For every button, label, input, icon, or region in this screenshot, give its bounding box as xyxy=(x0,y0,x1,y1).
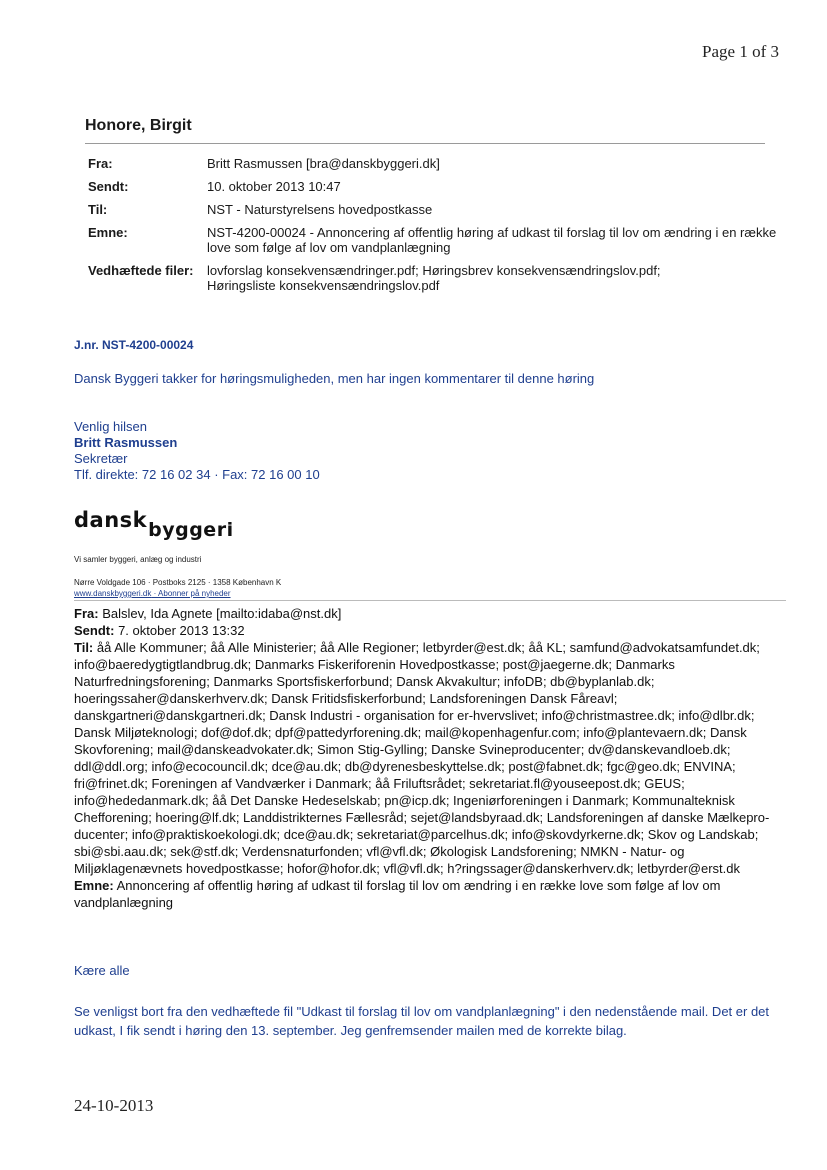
forwarded-to-label: Til: xyxy=(74,640,94,655)
logo-part-dansk: dansk xyxy=(74,508,148,532)
from-value: Britt Rasmussen [bra@danskbyggeri.dk] xyxy=(207,156,440,171)
logo-part-byggeri: byggeri xyxy=(148,519,234,541)
signature-name: Britt Rasmussen xyxy=(74,435,178,450)
sent-value: 10. oktober 2013 10:47 xyxy=(207,179,341,194)
forwarded-sent-value: 7. oktober 2013 13:32 xyxy=(118,623,245,638)
logo-tagline: Vi samler byggeri, anlæg og industri xyxy=(74,555,202,564)
forward-divider xyxy=(74,600,786,601)
forwarded-sent-label: Sendt: xyxy=(74,623,115,638)
salutation: Kære alle xyxy=(74,963,130,978)
page-number: Page 1 of 3 xyxy=(702,42,779,61)
attachments-label: Vedhæftede filer: xyxy=(88,263,194,278)
forwarded-to xyxy=(74,639,786,877)
forwarded-from-value: Balslev, Ida Agnete [mailto:idaba@nst.dk] xyxy=(102,606,342,621)
website-link[interactable]: www.danskbyggeri.dk xyxy=(74,589,152,598)
forwarded-from-label: Fra: xyxy=(74,606,99,621)
subject-value: NST-4200-00024 - Annoncering af offentlig høring af udkast til forslag til lov om ændring i en række love som følge af lov om vandplanlægning xyxy=(207,225,777,255)
footer-date: 24-10-2013 xyxy=(74,1096,154,1115)
forwarded-header xyxy=(74,605,786,911)
sent-label: Sendt: xyxy=(88,179,129,194)
signature-greeting: Venlig hilsen xyxy=(74,419,147,434)
recipient-name: Honore, Birgit xyxy=(85,117,192,134)
forwarded-subject-label: Emne: xyxy=(74,878,114,893)
to-label: Til: xyxy=(88,202,108,217)
forwarded-from xyxy=(74,605,786,622)
from-label: Fra: xyxy=(88,156,113,171)
message-body: Dansk Byggeri takker for høringsmuligheden, men har ingen kommentarer til denne høring xyxy=(74,371,595,386)
attachments-value[interactable]: lovforslag konsekvensændringer.pdf; Høringsbrev konsekvensændringslov.pdf; Høringsliste konsekvensændringslov.pdf xyxy=(207,263,661,293)
forwarded-subject xyxy=(74,877,786,911)
newsletter-link[interactable]: Abonner på nyheder xyxy=(158,589,231,598)
forwarded-to-value: åå Alle Kommuner; åå Alle Ministerier; åå Alle Regioner; letbyrder@est.dk; åå KL; samfund@advokatsamfundet.dk; info@baeredygtigtlandbrug.dk; Danmarks Fiskeriforenin Hovedpostkasse; post@jaegerne.dk; Danmarks Naturfredningsforening; Danmarks Sportsfiskerforbund; Dansk Akvakultur; infoDB; db@byplanlab.dk; hoeringssaher@danskerhverv.dk; Dansk Fritidsfiskerforbund; Landsforeningen Dansk Fåreavl; danskgartneri@danskgartneri.dk; Dansk Industri - organisation for er-hvervslivet; info@christmastree.dk; info@dlbr.dk; Dansk Miljøteknologi; dof@dof.dk; dpf@pattedyrforening.dk; mail@kopenhagenfur.com; info@plantevaern.dk; Dansk Skovforening; mail@danskeadvokater.dk; Simon Stig-Gylling; Danske Svineproducenter; dv@danskevandloeb.dk; ddl@ddl.org; info@ecocouncil.dk; dce@au.dk; db@dyrenesbeskyttelse.dk; post@fabnet.dk; fgc@geo.dk; ENVINA; fri@frinet.dk; Foreningen af Vandværker i Danmark; åå Friluftsrådet; sekretariat.fl@youseepost.dk; GEUS; info@hededanmark.dk; åå Det Danske Hedeselskab; pn@icp.dk; Ingeniørforeningen i Danmark; Kommunalteknisk Chefforening; hoering@lf.dk; Landdistrikternes Fællesråd; sejet@landsbyraad.dk; Landsforeningen af danske Mælkepro-ducenter; info@praktiskoekologi.dk; dce@au.dk; sekretariat@parcelhus.dk; info@skovdyrkerne.dk; Skov og Landskab; sbi@sbi.aau.dk; sek@stf.dk; Verdensnaturfonden; vfl@vfl.dk; Økologisk Landsforening; NMKN - Natur- og Miljøklagenævnets hovedpostkasse; hofor@hofor.dk; vfl@vfl.dk; h?ringssager@danskerhverv.dk; letbyrder@erst.dk xyxy=(74,640,770,876)
company-logo xyxy=(74,508,234,541)
link-separator: · xyxy=(151,589,159,598)
to-value: NST - Naturstyrelsens hovedpostkasse xyxy=(207,202,433,217)
company-address: Nørre Voldgade 106 · Postboks 2125 · 1358 København K xyxy=(74,578,282,587)
subject-label: Emne: xyxy=(88,225,128,240)
forwarded-sent xyxy=(74,622,786,639)
signature-title: Sekretær xyxy=(74,451,128,466)
correction-note: Se venligst bort fra den vedhæftede fil "Udkast til forslag til lov om vandplanlægning" i den nedenstående mail. Det er det udkast, I fik sendt i høring den 13. september. Jeg genfremsender mailen med de korrekte bilag. xyxy=(74,1004,770,1038)
company-links xyxy=(74,589,231,598)
journal-number: J.nr. NST-4200-00024 xyxy=(74,338,194,352)
forwarded-subject-value: Annoncering af offentlig høring af udkast til forslag til lov om ændring i en række love som følge af lov om vandplanlægning xyxy=(74,878,721,910)
signature-phone: Tlf. direkte: 72 16 02 34 · Fax: 72 16 00 10 xyxy=(74,467,320,482)
header-divider xyxy=(85,143,765,144)
